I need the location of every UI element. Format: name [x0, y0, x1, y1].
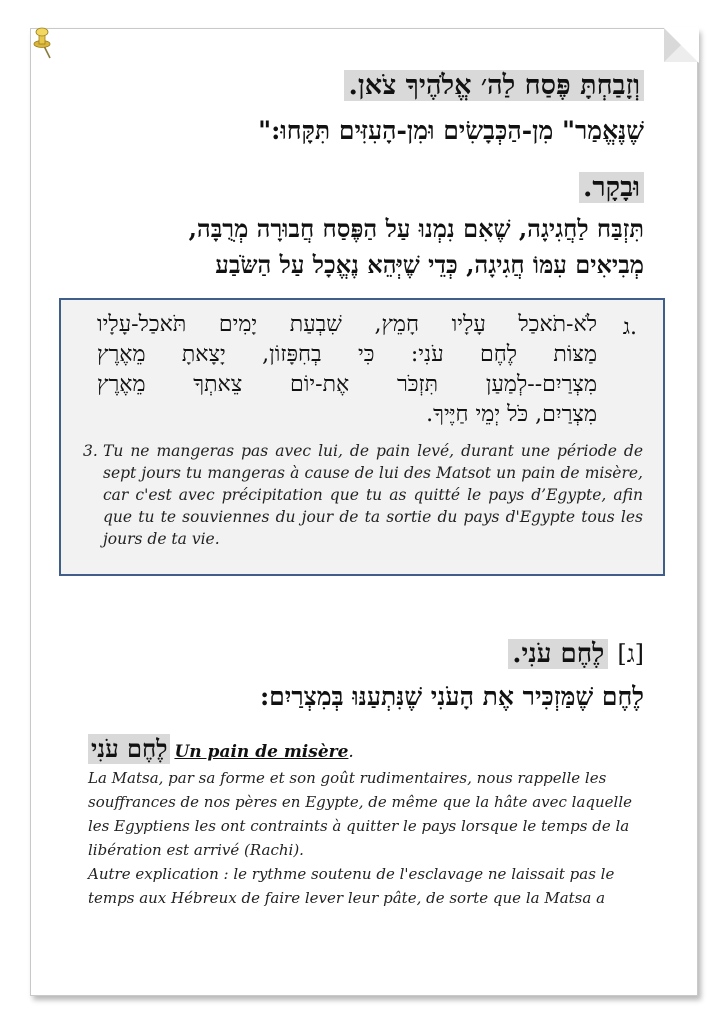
verse-line-2: מַצּוֹת לֶחֶם עֹנִי: כִּי בְחִפָּזוֹן, יָצָאתָ מֵאֶרֶץ — [97, 342, 597, 367]
deuteronomy-verse-box — [59, 298, 665, 576]
commentary-paragraph-2: Autre explication : le rythme soutenu de l'esclavage ne laissait pas le temps aux Hébreux de faire lever leur pâte, de sorte que la Matsa a — [88, 865, 615, 907]
verse-translation-text: Tu ne mangeras pas avec lui, de pain levé, durant une période de sept jours tu mangeras à cause de lui des Matsot un pain de misère, car c'est avec précipitation que tu as quitté le pays d’Egypte, afin que tu te souviennes du jour de ta sortie du pays d'Egypte tous les jours de ta vie. — [103, 442, 643, 548]
passover-verse-header-text: וְזָבַחְתָּ פֶּסַח לַה׳ אֱלֹהֶיךָ צֹאן. — [344, 70, 644, 101]
commentary-block — [88, 766, 636, 910]
bakar-explanation-line-1: תִּזְבַּח לַחֲגִיגָה, שֶׁאִם נִמְנוּ עַל הַפֶּסַח חֲבוּרָה מְרֻבָּה, — [188, 214, 644, 243]
un-pain-hebrew: לֶחֶם עֹנִי — [88, 734, 170, 764]
un-pain-dot: . — [348, 742, 354, 762]
bakar-title-text: וּבָקָר. — [579, 172, 644, 203]
verse-translation-number: 3. — [83, 442, 98, 460]
pushpin-icon — [30, 24, 60, 64]
verse-line-4: מִצְרַיִם, כֹּל יְמֵי חַיֶּיךָ. — [426, 402, 597, 427]
gimel-explanation: לֶחֶם שֶׁמַּזְכִּיר אֶת הָעֹנִי שֶׁנִּתְעַנּוּ בְּמִצְרַיִם: — [259, 682, 644, 711]
gimel-bracket-label: [ג] — [617, 640, 644, 668]
bakar-explanation-line-2: מְבִיאִים עִמּוֹ חֲגִיגָה, כְּדֵי שֶׁיְּהֵא נֶאֱכָל עַל הַשֹּׂבַע — [215, 250, 644, 279]
verse-line-1: לֹא-תֹאכַל עָלָיו חָמֵץ, שִׁבְעַת יָמִים תֹּאכַל-עָלָיו — [97, 312, 597, 337]
gimel-section-header — [508, 636, 644, 672]
verse-number: ג. — [622, 315, 637, 340]
page-fold-cover — [663, 27, 699, 63]
bakar-title — [579, 170, 644, 206]
verse-line-3: מִצְרַיִם--לְמַעַן תִּזְכֹּר אֶת-יוֹם צֵאתְךָ מֵאֶרֶץ — [97, 372, 597, 397]
passover-verse-header — [344, 68, 644, 104]
un-pain-french: Un pain de misère — [174, 742, 349, 762]
passover-verse-quote: שֶׁנֶּאֱמַר" מִן-הַכְּבָשִׂים וּמִן-הָעִזִּים תִּקָּחוּ:" — [258, 116, 644, 145]
verse-translation — [83, 440, 643, 550]
commentary-paragraph-1: La Matsa, par sa forme et son goût rudimentaires, nous rappelle les souffrances de nos pères en Egypte, de même que la hâte avec laquelle les Egyptiens les ont contraints à quitter le pays lorsque le temps de la libération est arrivé (Rachi). — [88, 769, 633, 859]
un-pain-heading — [88, 734, 354, 766]
gimel-title: לֶחֶם עֹנִי. — [508, 639, 608, 669]
